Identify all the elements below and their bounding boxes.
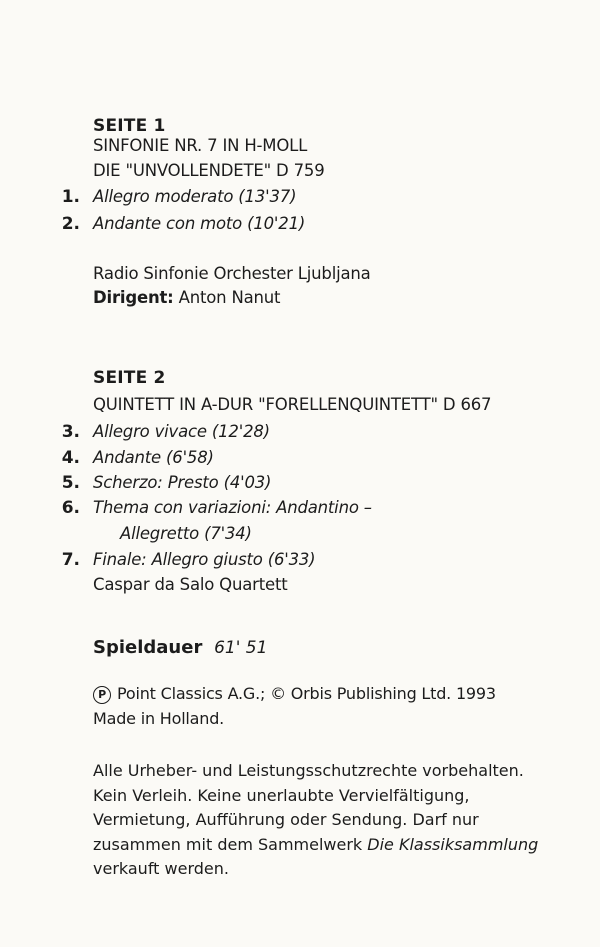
legal-text: Alle Urheber- und Leistungsschutzrechte vorbehalten. Kein Verleih. Keine unerlaubte Vervielfältigung, Vermietung, Aufführung oder Sendung. Darf nur zusammen mit dem Sammelwerk [93,761,524,854]
track-6-title: Thema con variazioni: Andantino – [93,498,372,517]
legal-text-end: verkauft werden. [93,859,229,878]
ensemble-name: Caspar da Salo Quartett [93,575,288,594]
track-7-number: 7. [61,550,80,570]
side1-work-title: SINFONIE NR. 7 IN H-MOLL [93,136,308,155]
phonogram-icon: P [93,686,111,704]
track-6-number: 6. [61,498,80,518]
duration-value: 61' 51 [214,638,268,658]
duration-label: Spieldauer [93,637,203,658]
legal-notice [93,759,563,882]
copyright-line [93,684,496,704]
track-2-number: 2. [61,214,80,234]
track-5-title: Scherzo: Presto (4'03) [93,473,272,492]
conductor-name: Anton Nanut [173,288,281,307]
track-5-number: 5. [61,473,80,493]
orchestra-name: Radio Sinfonie Orchester Ljubljana [93,264,371,283]
track-6-title-continuation: Allegretto (7'34) [120,524,252,543]
conductor-label: Dirigent: [93,288,174,307]
side1-work-subtitle: DIE "UNVOLLENDETE" D 759 [93,161,325,180]
collection-name: Die Klassiksammlung [367,834,539,854]
copyright-text: Point Classics A.G.; © Orbis Publishing Ltd. 1993 [117,684,496,703]
conductor-line [93,288,280,307]
track-4-title: Andante (6'58) [93,448,214,467]
track-7-title: Finale: Allegro giusto (6'33) [93,550,316,569]
side2-work-title: QUINTETT IN A-DUR "FORELLENQUINTETT" D 667 [93,395,492,414]
track-2-title: Andante con moto (10'21) [93,214,306,233]
made-in: Made in Holland. [93,709,225,728]
side2-heading: SEITE 2 [93,368,166,388]
track-1-title: Allegro moderato (13'37) [93,187,297,206]
track-4-number: 4. [61,448,80,468]
track-3-number: 3. [61,422,80,442]
track-1-number: 1. [61,187,80,207]
side1-heading: SEITE 1 [93,116,166,136]
track-3-title: Allegro vivace (12'28) [93,422,270,441]
total-duration [93,637,267,658]
